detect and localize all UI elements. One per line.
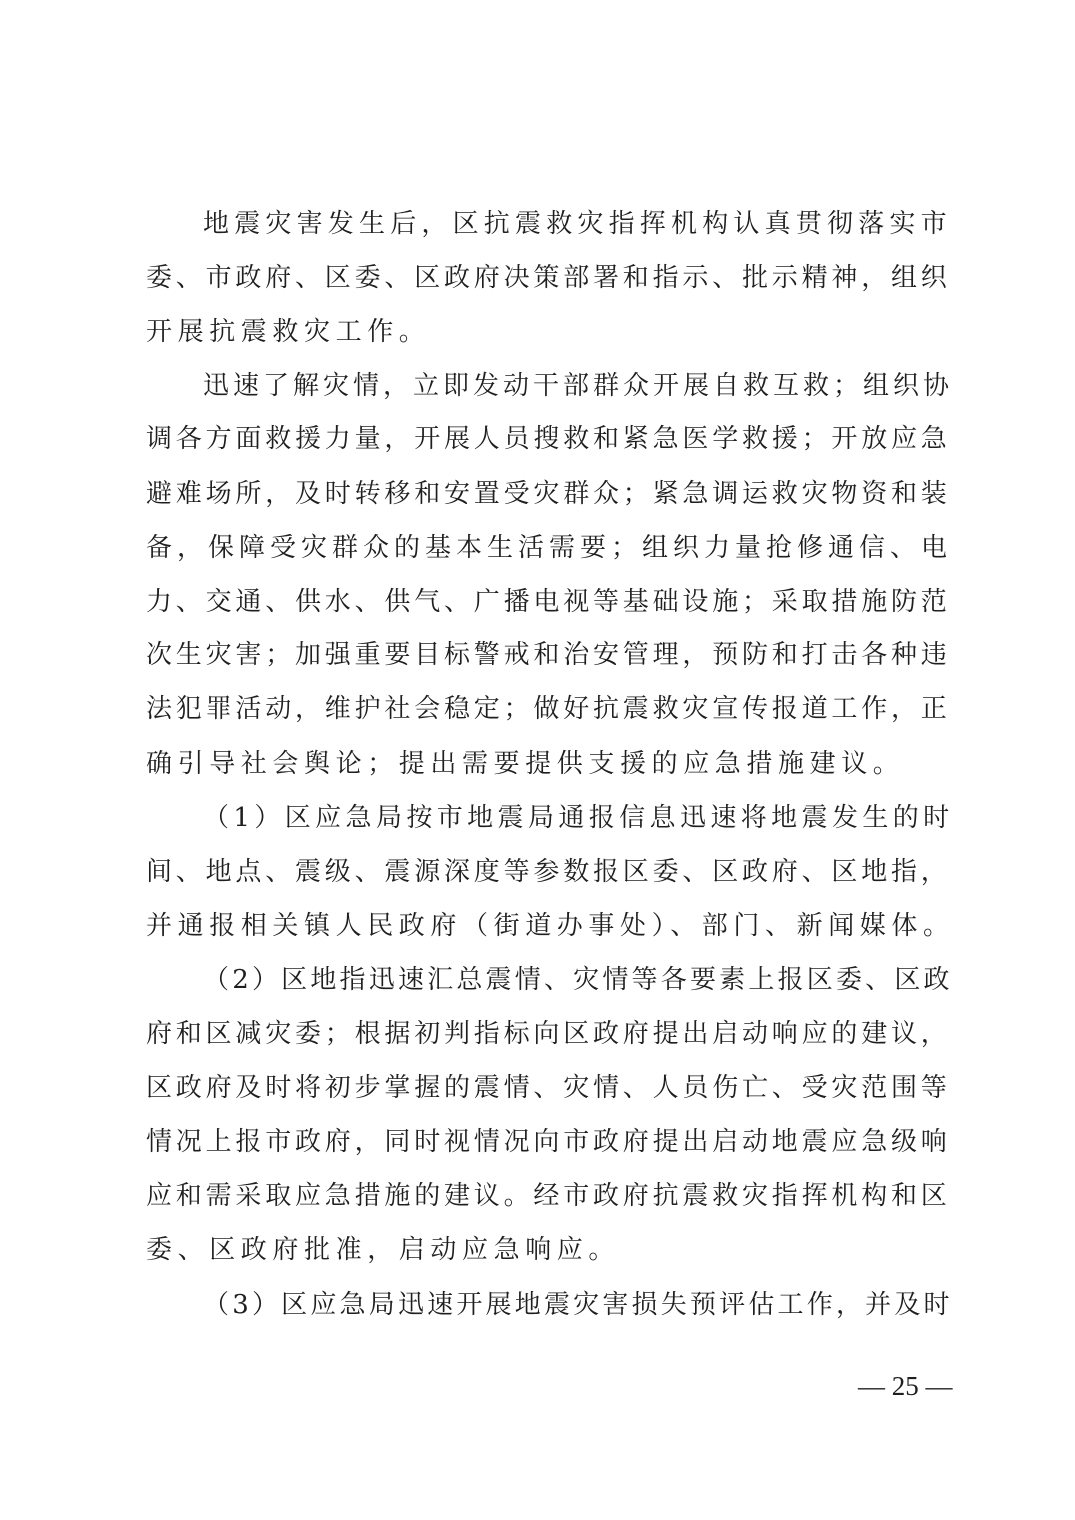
- text-line: 法犯罪活动，维护社会稳定；做好抗震救灾宣传报道工作，正: [146, 694, 951, 724]
- page-number: — 25 —: [858, 1371, 953, 1401]
- text-line: 应和需采取应急措施的建议。经市政府抗震救灾指挥机构和区: [146, 1181, 951, 1211]
- text-line: （1）区应急局按市地震局通报信息迅速将地震发生的时: [203, 803, 954, 833]
- text-line: 委、市政府、区委、区政府决策部署和指示、批示精神，组织: [146, 263, 951, 293]
- text-line: 避难场所，及时转移和安置受灾群众；紧急调运救灾物资和装: [146, 479, 951, 509]
- text-line: 备，保障受灾群众的基本生活需要；组织力量抢修通信、电: [146, 533, 953, 563]
- text-line: 调各方面救援力量，开展人员搜救和紧急医学救援；开放应急: [146, 424, 951, 454]
- text-line: 间、地点、震级、震源深度等参数报区委、区政府、区地指，: [146, 857, 951, 887]
- text-line: 力、交通、供水、供气、广播电视等基础设施；采取措施防范: [146, 587, 951, 617]
- text-line: 并通报相关镇人民政府（街道办事处）、部门、新闻媒体。: [146, 911, 955, 941]
- text-line: （3）区应急局迅速开展地震灾害损失预评估工作，并及时: [203, 1290, 953, 1320]
- text-line: （2）区地指迅速汇总震情、灾情等各要素上报区委、区政: [203, 965, 953, 995]
- text-line: 开展抗震救灾工作。: [146, 317, 431, 347]
- text-line: 委、区政府批准，启动应急响应。: [146, 1235, 621, 1265]
- text-line: 区政府及时将初步掌握的震情、灾情、人员伤亡、受灾范围等: [146, 1073, 951, 1103]
- text-line: 次生灾害；加强重要目标警戒和治安管理，预防和打击各种违: [146, 640, 951, 670]
- text-line: 迅速了解灾情，立即发动干部群众开展自救互救；组织协: [203, 371, 954, 401]
- text-line: 情况上报市政府，同时视情况向市政府提出启动地震应急级响: [146, 1127, 951, 1157]
- text-line: 地震灾害发生后，区抗震救灾指挥机构认真贯彻落实市: [203, 209, 952, 239]
- text-line: 确引导社会舆论；提出需要提供支援的应急措施建议。: [146, 749, 905, 779]
- text-line: 府和区减灾委；根据初判指标向区政府提出启动响应的建议，: [146, 1019, 951, 1049]
